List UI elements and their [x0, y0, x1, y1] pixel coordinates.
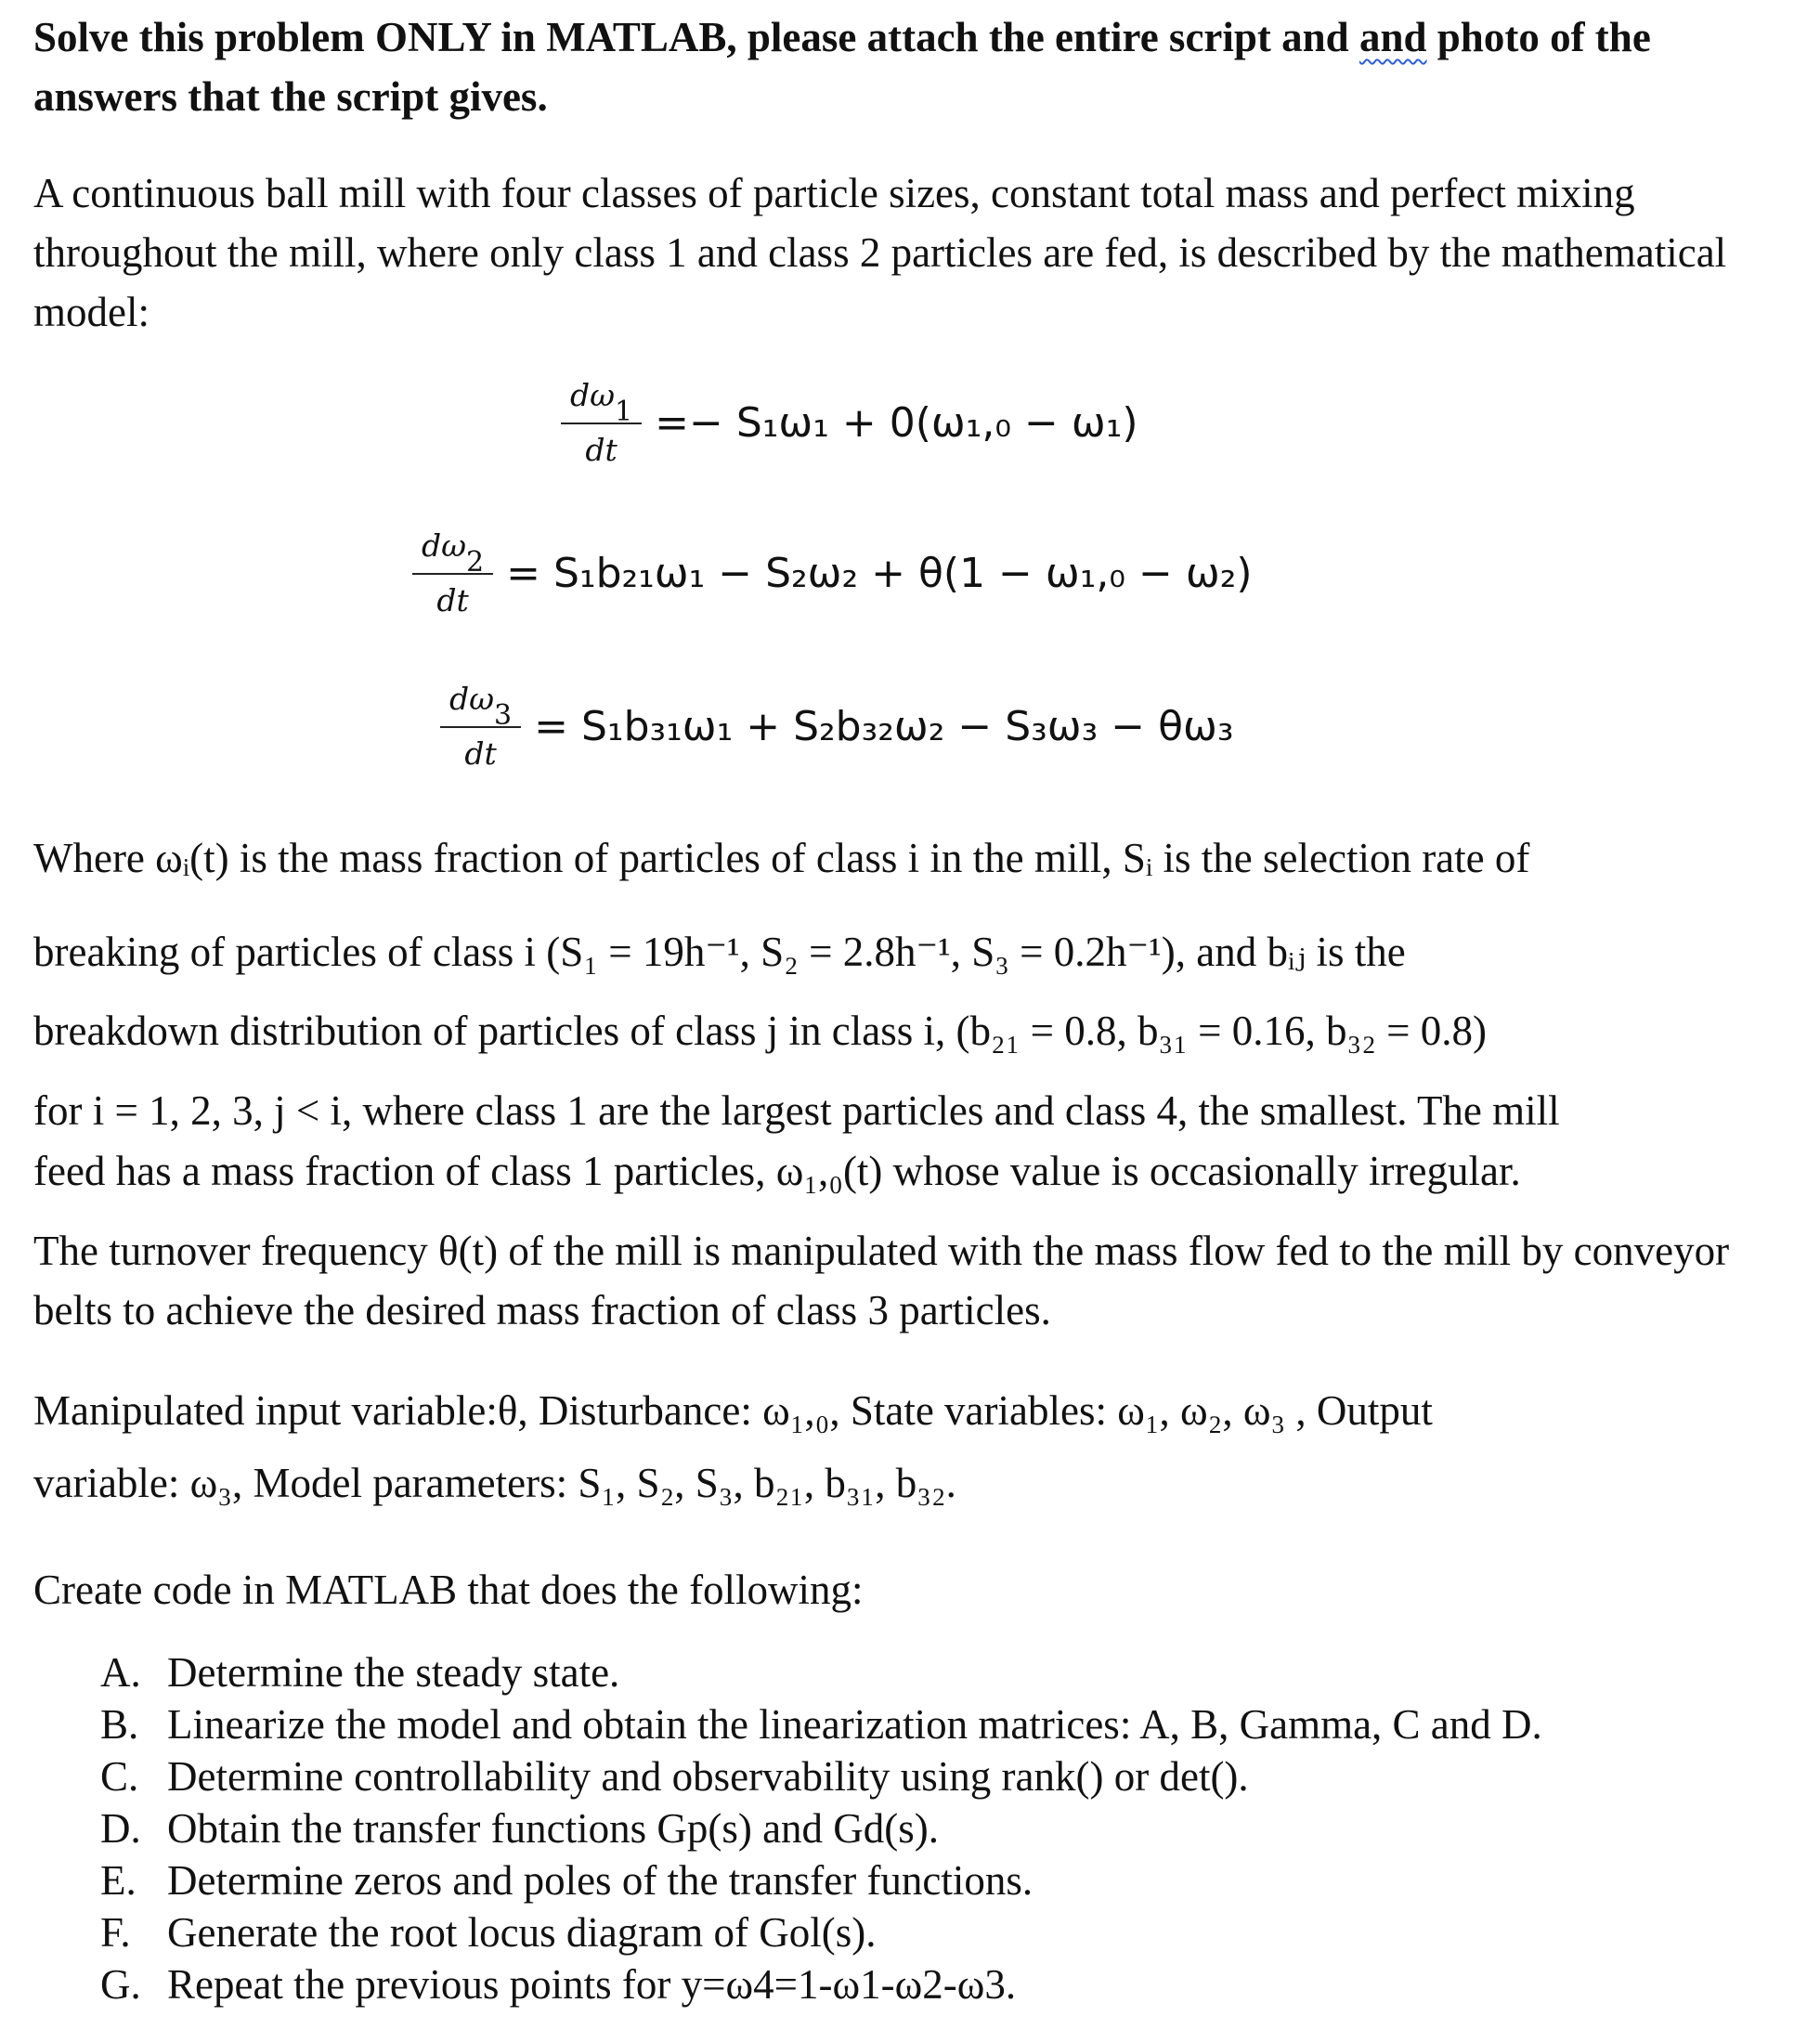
equation-2-derivative: $\frac{d\omega_2}{dt}$ — [412, 527, 493, 618]
variables-line-2: variable: ω₃, Model parameters: S₁, S₂, S₃, b₂₁, b₃₁, b₃₂. — [33, 1460, 956, 1506]
task-item: C. Determine controllability and observability using rank() or det(). — [100, 1753, 1249, 1800]
task-item: E. Determine zeros and poles of the transfer functions. — [100, 1857, 1034, 1904]
task-list — [100, 1646, 1542, 2010]
equation-2 — [412, 527, 1253, 618]
equation-3-derivative: $\frac{d\omega_3}{dt}$ — [440, 681, 521, 772]
problem-heading: Solve this problem ONLY in MATLAB, please attach the entire script and and photo of the answers that the script gives. — [33, 14, 1651, 120]
definitions-line-1: Where ωᵢ(t) is the mass fraction of particles of class i in the mill, Sᵢ is the selection rate of — [33, 835, 1530, 881]
equation-1 — [561, 377, 1138, 468]
task-item: B. Linearize the model and obtain the linearization matrices: A, B, Gamma, C and D. — [100, 1701, 1542, 1748]
variables-line-1: Manipulated input variable:θ, Disturbance: ω₁,₀, State variables: ω₁, ω₂, ω₃ , Output — [33, 1387, 1433, 1434]
equation-1-derivative: $\frac{d\omega_1}{dt}$ — [561, 377, 642, 468]
intro-paragraph: A continuous ball mill with four classes of particle sizes, constant total mass and perfect mixing throughout the mill, where only class 1 and class 2 particles are fed, is described by the mathematical model: — [33, 170, 1727, 335]
task-item: A. Determine the steady state. — [100, 1649, 620, 1696]
definitions-line-3: breakdown distribution of particles of class j in class i, (b₂₁ = 0.8, b₃₁ = 0.16, b₃₂ = 0.8) — [33, 1008, 1488, 1054]
definitions-line-5: feed has a mass fraction of class 1 particles, ω₁,₀(t) whose value is occasionally irregular. — [33, 1148, 1521, 1194]
definitions-line-4: for i = 1, 2, 3, j < i, where class 1 are the largest particles and class 4, the smallest. The mill — [33, 1087, 1560, 1134]
equation-2-rhs: = S₁b₂₁ω₁ − S₂ω₂ + θ(1 − ω₁,₀ − ω₂) — [506, 549, 1253, 597]
equation-1-rhs: =− S₁ω₁ + 0(ω₁,₀ − ω₁) — [655, 398, 1138, 447]
equation-3-rhs: = S₁b₃₁ω₁ + S₂b₃₂ω₂ − S₃ω₃ − θω₃ — [534, 702, 1234, 750]
definitions-line-2: breaking of particles of class i (S₁ = 19h⁻¹, S₂ = 2.8h⁻¹, S₃ = 0.2h⁻¹), and bᵢⱼ is the — [33, 929, 1406, 975]
task-item: D. Obtain the transfer functions Gp(s) and Gd(s). — [100, 1805, 940, 1852]
task-item: F. Generate the root locus diagram of Gol(s). — [100, 1909, 877, 1956]
turnover-paragraph: The turnover frequency θ(t) of the mill is manipulated with the mass flow fed to the mill by conveyor belts to achieve the desired mass fraction of class 3 particles. — [33, 1228, 1730, 1333]
spellcheck-underlined-word: and — [1358, 14, 1427, 60]
equation-3 — [440, 681, 1234, 772]
task-item: G. Repeat the previous points for y=ω4=1-ω1-ω2-ω3. — [100, 1961, 1017, 2008]
task-intro: Create code in MATLAB that does the following: — [33, 1567, 864, 1613]
